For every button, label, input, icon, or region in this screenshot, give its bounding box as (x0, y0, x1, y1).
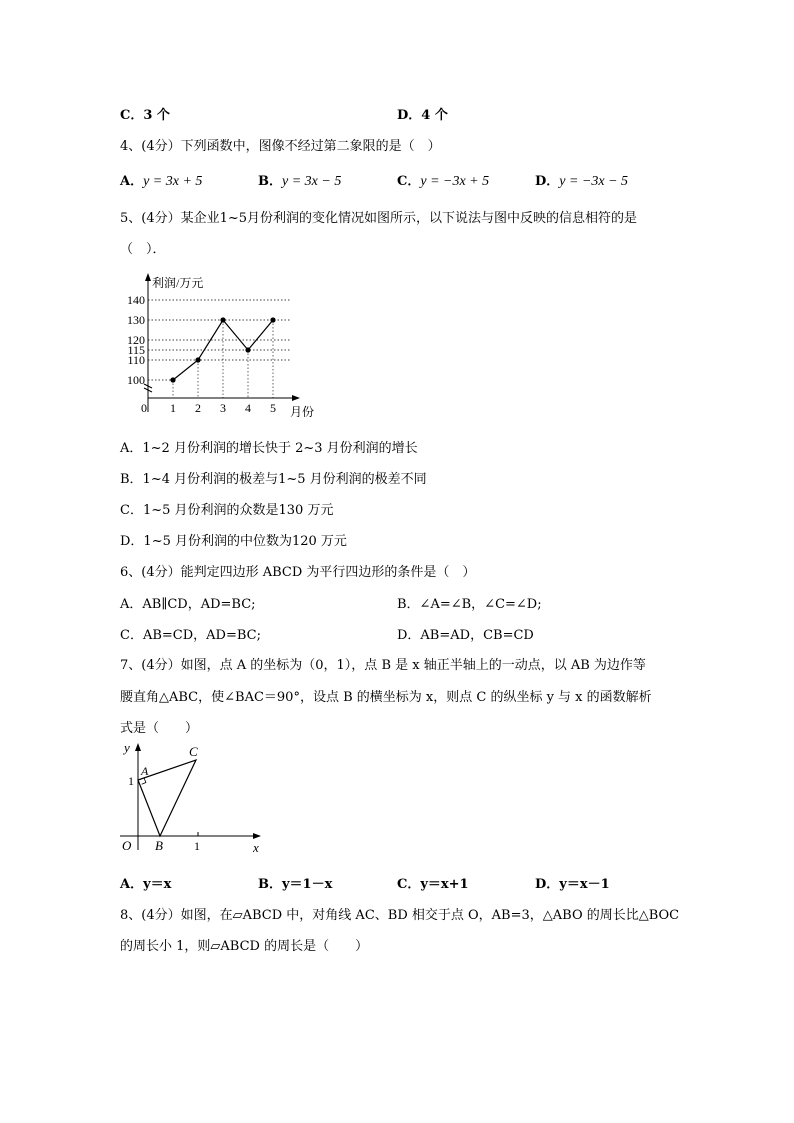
q7-option-c: C．y＝x+1 (397, 877, 469, 892)
x-tick-label: 0 (141, 401, 147, 415)
y-tick-label: 115 (127, 343, 145, 357)
q5-option-d: D．1~5 月份利润的中位数为120 万元 (120, 534, 347, 549)
x-axis-arrow (292, 395, 300, 401)
q6-option-d: D．AB=AD，CB=CD (397, 628, 534, 643)
y-tick-label: 100 (127, 373, 145, 387)
q7-stem-line3: 式是（ ） (120, 721, 199, 736)
q5-option-b: B．1~4 月份利润的极差与1~5 月份利润的极差不同 (120, 472, 427, 487)
q4-option-a: A．y = 3x + 5 (120, 174, 203, 189)
data-point (195, 357, 200, 362)
right-angle-mark (142, 778, 146, 784)
q5-option-c: C．1~5 月份利润的众数是130 万元 (120, 503, 334, 518)
x-tick-label: 3 (220, 401, 226, 415)
q3-option-c: C．3 个 (120, 108, 170, 123)
q7-y-axis-arrow (135, 743, 141, 751)
profit-line-chart (118, 270, 338, 420)
data-point (170, 377, 175, 382)
q7-option-d: D．y＝x－1 (535, 877, 610, 892)
data-point (245, 347, 250, 352)
x-axis-title: 月份 (290, 405, 315, 419)
q7-figure (116, 740, 266, 856)
q4-option-d: D．y = −3x − 5 (535, 174, 629, 189)
q8-stem-line2: 的周长小 1，则▱ABCD 的周长是（ ） (120, 939, 369, 954)
q7-option-a: A．y＝x (120, 877, 172, 892)
q6-option-b: B．∠A=∠B，∠C=∠D; (397, 597, 542, 612)
x-tick-label: 4 (245, 401, 251, 415)
y-axis-title: 利润/万元 (152, 276, 204, 290)
q5-option-a: A．1~2 月份利润的增长快于 2~3 月份利润的增长 (120, 441, 418, 456)
y-tick-label: 110 (127, 353, 145, 367)
label-one-x: 1 (194, 839, 200, 853)
data-point (220, 317, 225, 322)
label-one-y: 1 (128, 774, 134, 788)
q7-option-b: B．y＝1－x (258, 877, 333, 892)
q6-option-a: A．AB∥CD，AD=BC; (120, 597, 256, 612)
q7-stem-line2: 腰直角△ABC，使∠BAC＝90°，设点 B 的横坐标为 x，则点 C 的纵坐标 y 与 x 的函数解析 (120, 690, 652, 705)
y-tick-label: 140 (127, 293, 145, 307)
x-tick-label: 2 (195, 401, 201, 415)
x-tick-label: 5 (270, 401, 276, 415)
data-point (270, 317, 275, 322)
q4-option-c: C．y = −3x + 5 (397, 174, 490, 189)
label-C: C (189, 744, 198, 759)
label-y: y (124, 740, 130, 755)
q6-option-c: C．AB=CD，AD=BC; (120, 628, 261, 643)
q3-option-d: D．4 个 (397, 108, 448, 123)
q7-stem-line1: 7、(4分）如图，点 A 的坐标为（0，1），点 B 是 x 轴正半轴上的一动点，以 AB 为边作等 (120, 658, 646, 673)
y-tick-label: 130 (127, 313, 145, 327)
label-B: B (155, 838, 163, 853)
q4-stem: 4、(4分）下列函数中，图像不经过第二象限的是（ ） (120, 139, 441, 154)
q7-x-axis-arrow (253, 833, 261, 839)
label-A: A (141, 764, 149, 778)
x-tick-label: 1 (170, 401, 176, 415)
y-tick-label: 120 (127, 333, 145, 347)
q5-stem-line2: （ ）． (120, 242, 166, 257)
q4-option-b: B．y = 3x − 5 (258, 174, 342, 189)
q5-stem-line1: 5、(4分）某企业1~5月份利润的变化情况如图所示，以下说法与图中反映的信息相符的是 (120, 211, 638, 226)
label-O: O (122, 838, 132, 853)
q8-stem-line1: 8、(4分）如图，在▱ABCD 中，对角线 AC、BD 相交于点 O，AB=3，△ABO 的周长比△BOC (120, 908, 680, 923)
y-axis-arrow (145, 273, 151, 281)
label-x: x (253, 840, 259, 855)
q6-stem: 6、(4分）能判定四边形 ABCD 为平行四边形的条件是（ ） (120, 565, 476, 580)
